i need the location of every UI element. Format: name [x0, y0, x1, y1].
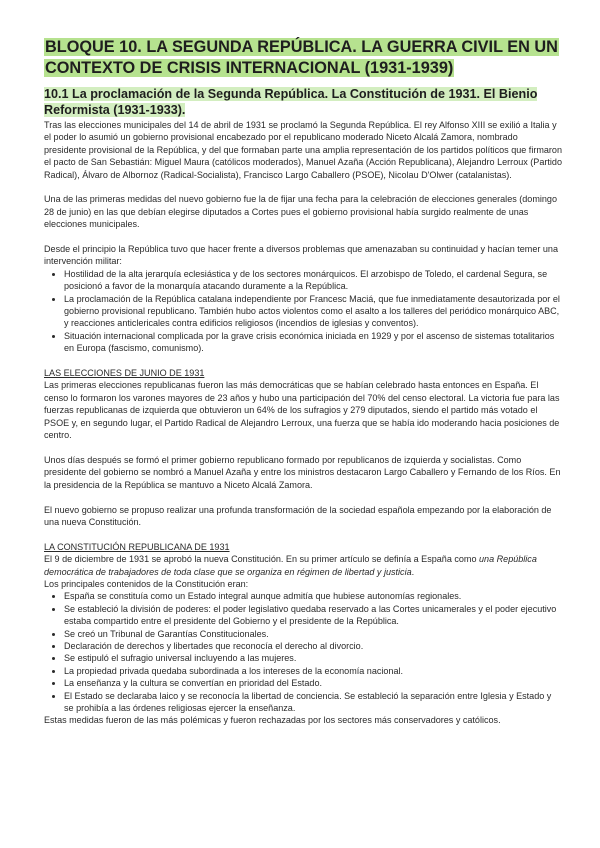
intro-paragraph-1: Tras las elecciones municipales del 14 de abril de 1931 se proclamó la Segunda República. El rey Alfonso XIII se exilió a Italia y el poder lo asumió un gobierno provisional encabezado por el republicano moderado Niceto Alcalá Zamora, nombrado presidente provisional de la República, y del que formaban parte una amplia representación de los partidos políticos que firmaron el pacto de San Sebastián: Miguel Maura (católicos moderados), Manuel Azaña (Acción Republicana), Alejandro Lerroux (Partido Radical), Álvaro de Albornoz (Radical-Socialista), Francisco Largo Caballero (PSOE), Nicolau D'Olwer (catalanistas). — [44, 120, 562, 180]
list-item: • Situación internacional complicada por la grave crisis económica iniciada en 1929 y por el ascenso de sistemas totalitarios en Europa (fascismo, comunismo). — [64, 330, 562, 355]
list-item: • La proclamación de la República catalana independiente por Francesc Maciá, que fue inmediatamente desautorizada por el gobierno provisional republicano. También hubo actos violentos como el asalto a los talleres del periódico monárquico ABC, y reacciones anticlericales contra edificios religiosos (incendios de iglesias y conventos). — [64, 293, 562, 330]
elections-paragraph-1: Las primeras elecciones republicanas fueron las más democráticas que se habían celebrado hasta entonces en España. El censo lo formaron los varones mayores de 23 años y hubo una participación del 70% del censo electoral. La victoria fue para las fuerzas republicanas de izquierda que obtuvieron un 64% de los sufragios y 279 diputados, siendo el partido más votado el PSOE y, en segundo lugar, el Partido Radical de Alejandro Lerroux, una fuerza que se había ido moderando hacia posiciones de centro. — [44, 380, 560, 441]
constitution-contents-list — [44, 590, 562, 714]
list-item: • La propiedad privada quedaba subordinada a los intereses de la economía nacional. — [64, 665, 562, 677]
elections-heading: LAS ELECCIONES DE JUNIO DE 1931 — [44, 368, 205, 379]
list-item: • El Estado se declaraba laico y se reconocía la libertad de conciencia. Se estableció la separación entre Iglesia y Estado y se prohibía a las órdenes religiosas ejercer la enseñanza. — [64, 690, 562, 715]
list-item: • Se estipuló el sufragio universal incluyendo a las mujeres. — [64, 652, 562, 664]
intro-paragraph-2: Una de las primeras medidas del nuevo gobierno fue la de fijar una fecha para la celebración de elecciones generales (domingo 28 de junio) en las que debían elegirse diputados a Cortes pues el gobierno provisional había surgido realmente de unas elecciones municipales. — [44, 194, 557, 230]
problems-list — [44, 268, 562, 355]
page-title: BLOQUE 10. LA SEGUNDA REPÚBLICA. LA GUERRA CIVIL EN UN CONTEXTO DE CRISIS INTERNACIONAL (1931-1939) — [45, 38, 558, 77]
constitution-paragraph-3: Estas medidas fueron de las más polémicas y fueron rechazadas por los sectores más conservadores y católicos. — [44, 715, 501, 726]
section-title: 10.1 La proclamación de la Segunda República. La Constitución de 1931. El Bienio Reformista (1931-1933). — [44, 87, 538, 117]
constitution-paragraph-1: El 9 de diciembre de 1931 se aprobó la nueva Constitución. En su primer artículo se definía a España como una República democrática de trabajadores de toda clase que se organiza en régimen de libertad y justicia. — [44, 554, 537, 577]
list-item: • Declaración de derechos y libertades que reconocía el derecho al divorcio. — [64, 640, 562, 652]
elections-paragraph-3: El nuevo gobierno se propuso realizar una profunda transformación de la sociedad española empezando por la elaboración de una nueva Constitución. — [44, 504, 552, 527]
intro-paragraph-3: Desde el principio la República tuvo que hacer frente a diversos problemas que amenazaban su continuidad y hacían temer una intervención militar: — [44, 244, 558, 267]
list-item: • Hostilidad de la alta jerarquía eclesiástica y de los sectores monárquicos. El arzobispo de Toledo, el cardenal Segura, se posicionó a favor de la monarquía atacando duramente a la República. — [64, 268, 562, 293]
list-item: • La enseñanza y la cultura se convertían en prioridad del Estado. — [64, 677, 562, 689]
constitution-quote: una República democrática de trabajadores de toda clase que se organiza en régimen de libertad y justicia — [44, 554, 537, 577]
document-body — [44, 119, 562, 727]
list-item: • Se estableció la división de poderes: el poder legislativo quedaba reservado a las Cortes unicamerales y el poder ejecutivo estaba compartido entre el presidente del Gobierno y el presidente de la República. — [64, 603, 562, 628]
list-item: • España se constituía como un Estado integral aunque admitía que hubiese autonomías regionales. — [64, 590, 562, 602]
elections-paragraph-2: Unos días después se formó el primer gobierno republicano formado por republicanos de izquierda y socialistas. Como presidente del gobierno se nombró a Manuel Azaña y entre los ministros destacaron Largo Caballero y Fernando de los Ríos. En la presidencia de la República se mantuvo a Niceto Alcalá Zamora. — [44, 454, 561, 490]
constitution-paragraph-2: Los principales contenidos de la Constitución eran: — [44, 578, 249, 589]
constitution-heading: LA CONSTITUCIÓN REPUBLICANA DE 1931 — [44, 541, 230, 552]
list-item: • Se creó un Tribunal de Garantías Constitucionales. — [64, 628, 562, 640]
